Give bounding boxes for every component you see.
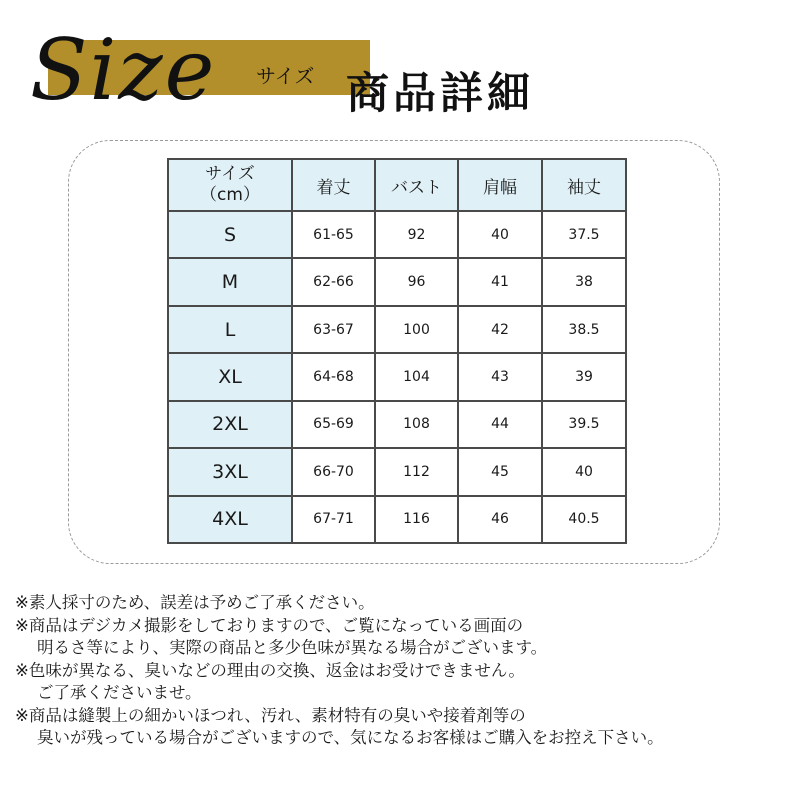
table-cell: 45 bbox=[458, 448, 542, 495]
table-header-row bbox=[168, 159, 626, 211]
table-cell: 43 bbox=[458, 353, 542, 400]
table-row bbox=[168, 496, 626, 543]
row-size-label: M bbox=[168, 258, 292, 305]
table-cell: 38 bbox=[542, 258, 626, 305]
notes-block bbox=[15, 592, 795, 750]
header-cell-bust: バスト bbox=[375, 159, 458, 211]
table-cell: 42 bbox=[458, 306, 542, 353]
table-cell: 46 bbox=[458, 496, 542, 543]
note-line: ※商品は縫製上の細かいほつれ、汚れ、素材特有の臭いや接着剤等の bbox=[15, 705, 526, 725]
page-title: 商品詳細 bbox=[346, 69, 534, 119]
table-row bbox=[168, 353, 626, 400]
note-line: ※素人採寸のため、誤差は予めご了承ください。 bbox=[15, 593, 375, 612]
header-cell-sleeve: 袖丈 bbox=[542, 159, 626, 211]
header-cell-size-cm bbox=[168, 159, 292, 211]
table-cell: 64-68 bbox=[292, 353, 375, 400]
table-cell: 108 bbox=[375, 401, 458, 448]
table-cell: 92 bbox=[375, 211, 458, 258]
header-cell-shoulder: 肩幅 bbox=[458, 159, 542, 211]
row-size-label: L bbox=[168, 306, 292, 353]
size-table bbox=[167, 158, 627, 544]
header-cell-length: 着丈 bbox=[292, 159, 375, 211]
table-cell: 40.5 bbox=[542, 496, 626, 543]
table-cell: 39 bbox=[542, 353, 626, 400]
header-cm-label: （cm） bbox=[200, 185, 260, 205]
table-cell: 40 bbox=[458, 211, 542, 258]
table-row bbox=[168, 401, 626, 448]
table-row bbox=[168, 258, 626, 305]
table-cell: 116 bbox=[375, 496, 458, 543]
table-cell: 112 bbox=[375, 448, 458, 495]
table-cell: 65-69 bbox=[292, 401, 375, 448]
table-cell: 96 bbox=[375, 258, 458, 305]
row-size-label: 3XL bbox=[168, 448, 292, 495]
size-kana-label: サイズ bbox=[256, 64, 315, 88]
table-cell: 100 bbox=[375, 306, 458, 353]
note-line: 臭いが残っている場合がございますので、気になるお客様はご購入をお控え下さい。 bbox=[37, 728, 664, 747]
row-size-label: 2XL bbox=[168, 401, 292, 448]
row-size-label: S bbox=[168, 211, 292, 258]
table-cell: 62-66 bbox=[292, 258, 375, 305]
table-cell: 39.5 bbox=[542, 401, 626, 448]
table-cell: 37.5 bbox=[542, 211, 626, 258]
table-row bbox=[168, 448, 626, 495]
header-size-label: サイズ bbox=[205, 163, 255, 184]
row-size-label: XL bbox=[168, 353, 292, 400]
note-line: ※色味が異なる、臭いなどの理由の交換、返金はお受けできません。 bbox=[15, 660, 525, 680]
table-cell: 63-67 bbox=[292, 306, 375, 353]
table-cell: 40 bbox=[542, 448, 626, 495]
table-cell: 38.5 bbox=[542, 306, 626, 353]
table-cell: 67-71 bbox=[292, 496, 375, 543]
size-script-heading: Size bbox=[30, 21, 217, 119]
note-line: ご了承くださいませ。 bbox=[37, 683, 202, 702]
note-line: ※商品はデジカメ撮影をしておりますので、ご覧になっている画面の bbox=[15, 615, 524, 635]
table-cell: 41 bbox=[458, 258, 542, 305]
table-cell: 104 bbox=[375, 353, 458, 400]
table-row bbox=[168, 211, 626, 258]
table-cell: 66-70 bbox=[292, 448, 375, 495]
table-cell: 61-65 bbox=[292, 211, 375, 258]
note-line: 明るさ等により、実際の商品と多少色味が異なる場合がございます。 bbox=[37, 638, 548, 657]
table-row bbox=[168, 306, 626, 353]
table-cell: 44 bbox=[458, 401, 542, 448]
row-size-label: 4XL bbox=[168, 496, 292, 543]
